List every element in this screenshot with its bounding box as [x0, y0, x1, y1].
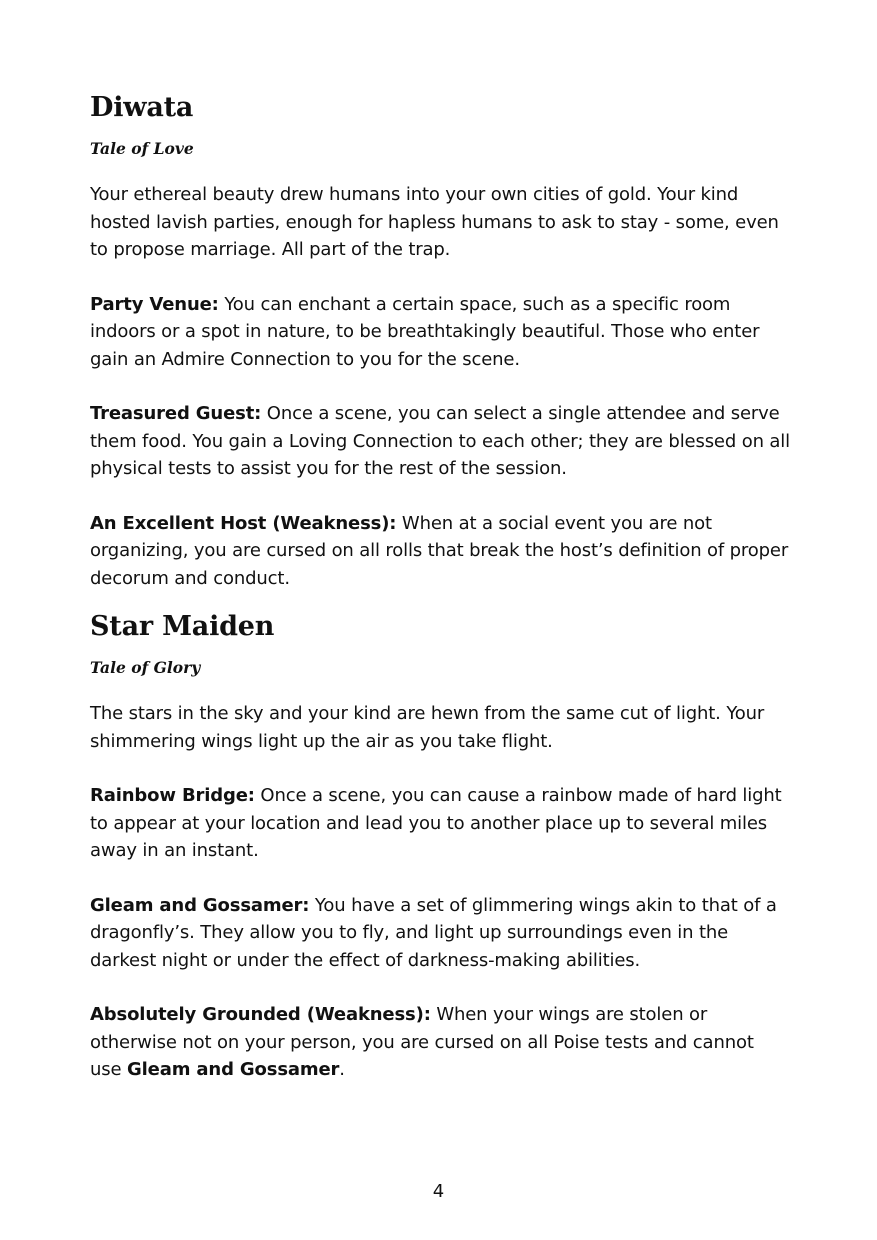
ability-rainbow-bridge — [90, 782, 790, 865]
section-title-diwata: Diwata — [90, 92, 194, 123]
ability-reference: Gleam and Gossamer — [127, 1059, 340, 1080]
ability-treasured-guest — [90, 400, 790, 483]
section-title-star-maiden: Star Maiden — [90, 611, 275, 642]
ability-name: Absolutely Grounded (Weakness): — [90, 1004, 431, 1025]
ability-name: Treasured Guest: — [90, 403, 262, 424]
ability-text: Once a scene, you can select a single attendee and serve them food. You gain a Loving Connection to each other; they are blessed on all physical tests to assist you for the rest of the session. — [90, 403, 790, 479]
document-page — [90, 88, 790, 1111]
tale-subtitle-diwata: Tale of Love — [90, 139, 194, 158]
ability-name: An Excellent Host (Weakness): — [90, 512, 397, 534]
ability-text: When at a social event you are not organizing, you are cursed on all rolls that break the host’s definition of proper decorum and conduct. — [90, 512, 789, 589]
ability-name: Party Venue: — [90, 293, 219, 315]
ability-text: When your wings are stolen or otherwise not on your person, you are cursed on all Poise tests and cannot use — [90, 1004, 754, 1080]
ability-text: You have a set of glimmering wings akin to that of a dragonfly’s. They allow you to fly, and light up surroundings even in the darkest night or under the effect of darkness-making abilities. — [90, 894, 777, 971]
ability-absolutely-grounded — [90, 1001, 790, 1084]
ability-name: Gleam and Gossamer: — [90, 894, 310, 916]
page-number: 4 — [432, 1181, 445, 1202]
ability-text: Once a scene, you can cause a rainbow made of hard light to appear at your location and lead you to another place up to several miles away in an instant. — [90, 785, 782, 861]
ability-gleam-and-gossamer — [90, 892, 790, 975]
ability-text-tail: . — [339, 1059, 345, 1080]
ability-name: Rainbow Bridge: — [90, 785, 255, 806]
tale-subtitle-star-maiden: Tale of Glory — [90, 658, 201, 677]
intro-paragraph-diwata: Your ethereal beauty drew humans into your own cities of gold. Your kind hosted lavish parties, enough for hapless humans to ask to stay - some, even to propose marriage. All part of the trap. — [90, 184, 779, 260]
ability-party-venue — [90, 291, 790, 374]
ability-excellent-host — [90, 510, 790, 593]
ability-text: You can enchant a certain space, such as a specific room indoors or a spot in nature, to be breathtakingly beautiful. Those who enter gain an Admire Connection to you for the scene. — [90, 293, 760, 370]
intro-paragraph-star-maiden: The stars in the sky and your kind are hewn from the same cut of light. Your shimmering wings light up the air as you take flight. — [90, 703, 765, 752]
